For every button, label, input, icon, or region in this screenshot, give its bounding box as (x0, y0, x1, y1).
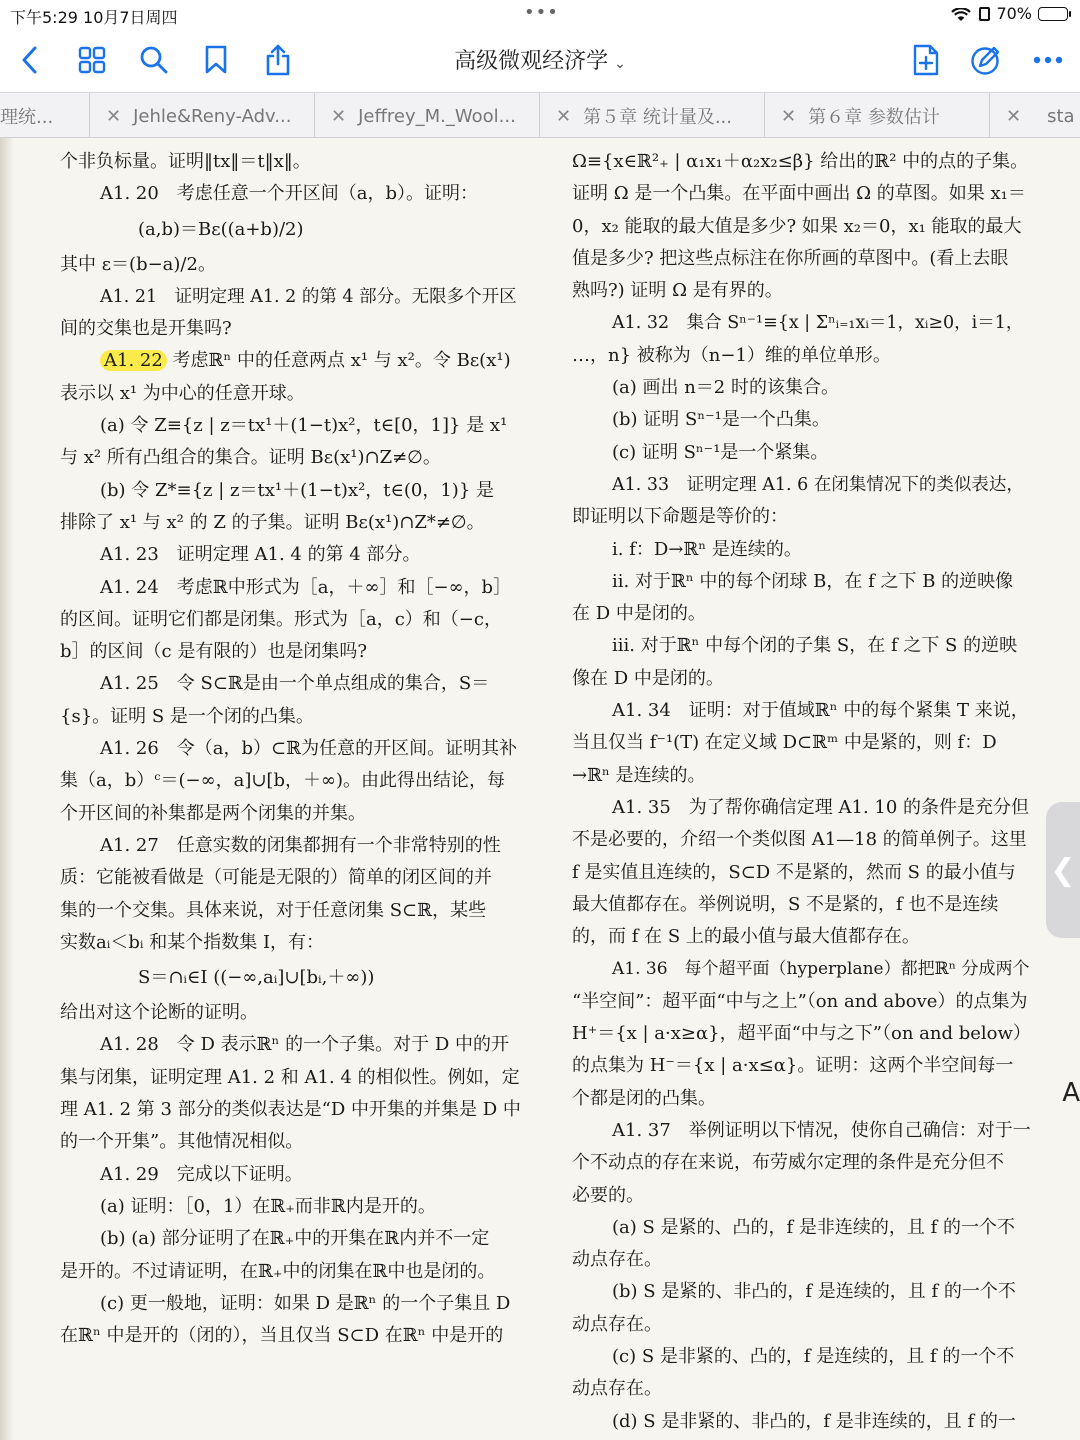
text-line (60, 249, 524, 281)
text-line (60, 539, 524, 571)
text-line (60, 1062, 524, 1094)
text-span: A1. 27 任意实数的闭集都拥有一个非常特别的性 (100, 834, 501, 856)
status-bar (0, 0, 1080, 30)
text-line (60, 668, 524, 700)
text-line (60, 830, 524, 862)
pdf-page[interactable] (0, 138, 1080, 1440)
text-line (572, 1050, 1034, 1082)
text-span: 当且仅当 f⁻¹(T) 在定义域 D⊂ℝᵐ 中是紧的，则 f：D (572, 732, 997, 754)
text-span: 实数aᵢ＜bᵢ 和某个指数集 I，有： (60, 931, 325, 953)
text-span: 的一个开集”。其他情况相似。 (60, 1131, 304, 1153)
tab-1[interactable] (90, 93, 315, 138)
text-span: 表示以 x¹ 为中心的任意开球。 (60, 382, 305, 404)
text-span: (c) S 是非紧的、凸的，f 是连续的，且 f 的一个不 (612, 1345, 1015, 1367)
text-line (572, 889, 1034, 921)
text-span: (c) 更一般地，证明：如果 D 是ℝⁿ 的一个子集且 D (100, 1292, 511, 1314)
close-icon[interactable]: ✕ (106, 105, 122, 127)
text-line (572, 760, 1034, 792)
text-line (60, 313, 524, 345)
text-span: 其中 ε＝(b−a)/2。 (60, 253, 216, 275)
text-line (572, 1212, 1034, 1244)
text-span: 必要的。 (572, 1184, 644, 1206)
formula-line (60, 211, 524, 249)
text-line (60, 765, 524, 797)
text-line (572, 1244, 1034, 1276)
tab-4[interactable] (765, 93, 990, 138)
pencil-circle-icon[interactable] (968, 42, 1004, 78)
text-span: 个开区间的补集都是两个闭集的并集。 (60, 802, 366, 824)
text-span: 给出对这个论断的证明。 (60, 1002, 258, 1024)
formula-line (60, 959, 524, 997)
text-line (572, 211, 1034, 243)
text-span: A1. 35 为了帮你确信定理 A1. 10 的条件是充分但 (612, 796, 1030, 818)
text-span: 间的交集也是开集吗? (60, 318, 232, 340)
text-span: (a,b)＝Bε((a+b)/2) (138, 218, 304, 240)
text-span: 不是必要的，介绍一个类似图 A1—18 的简单例子。这里 (572, 829, 1027, 851)
text-span: A1. 23 证明定理 A1. 4 的第 4 部分。 (100, 544, 421, 566)
text-span: 即证明以下命题是等价的： (572, 506, 788, 528)
wifi-icon (951, 7, 971, 21)
text-line (572, 792, 1034, 824)
text-span: 集的一个交集。具体来说，对于任意闭集 S⊂ℝ，某些 (60, 899, 487, 921)
text-line (60, 701, 524, 733)
text-line (60, 1191, 524, 1223)
text-span: 理 A1. 2 第 3 部分的类似表达是“D 中开集的并集是 D 中 (60, 1099, 521, 1121)
text-span: 证明 Ω 是一个凸集。在平面中画出 Ω 的草图。如果 x₁＝ (572, 183, 1026, 205)
text-line (60, 1256, 524, 1288)
text-line (60, 410, 524, 442)
text-span: 集（a，b）ᶜ＝(−∞，a]∪[b，＋∞)。由此得出结论，每 (60, 770, 505, 792)
text-line (60, 798, 524, 830)
text-line (60, 1094, 524, 1126)
text-span: (b) 令 Z*≡{z | z＝tx¹＋(1−t)x²，t∈(0，1)} 是 (100, 479, 494, 501)
text-span: S＝∩ᵢ∈I ((−∞,aᵢ]∪[bᵢ,＋∞)) (138, 967, 375, 989)
text-line (572, 727, 1034, 759)
orientation-lock-icon (979, 7, 990, 21)
tab-label: 理统... (0, 107, 54, 128)
text-span: (b) (a) 部分证明了在ℝ₊中的开集在ℝ内并不一定 (100, 1228, 490, 1250)
text-span: 个都是闭的凸集。 (572, 1087, 716, 1109)
tab-bar (0, 92, 1080, 138)
text-line (60, 733, 524, 765)
text-line (60, 997, 524, 1029)
text-span: (b) 证明 Sⁿ⁻¹是一个凸集。 (612, 409, 830, 431)
close-icon[interactable]: ✕ (556, 105, 572, 127)
text-line (60, 1288, 524, 1320)
text-line (572, 1341, 1034, 1373)
text-span: 在ℝⁿ 中是开的（闭的），当且仅当 S⊂D 在ℝⁿ 中是开的 (60, 1325, 504, 1347)
text-span: (a) 画出 n＝2 时的该集合。 (612, 377, 839, 399)
text-span: 的区间。证明它们都是闭集。形式为［a，c）和（−c， (60, 608, 502, 630)
text-span: “半空间”：超平面“中与之上”（on and above）的点集为 (572, 990, 1028, 1012)
text-line (572, 1018, 1034, 1050)
text-span: b］的区间（c 是有限的）也是闭集吗? (60, 641, 367, 663)
text-span: (a) 证明：［0，1）在ℝ₊而非ℝ内是开的。 (100, 1195, 436, 1217)
text-line (572, 469, 1034, 501)
text-line (60, 378, 524, 410)
side-panel-handle[interactable]: ❮ (1046, 802, 1080, 938)
text-line (572, 1147, 1034, 1179)
text-line (572, 630, 1034, 662)
tab-label: Jeffrey_M._Wool... (358, 105, 516, 127)
text-span: f 是实值且连续的，S⊂D 不是紧的，然而 S 的最小值与 (572, 861, 1016, 883)
text-line (572, 921, 1034, 953)
text-line (572, 1406, 1034, 1438)
text-line (572, 340, 1034, 372)
text-span: A1. 32 集合 Sⁿ⁻¹≡{x | Σⁿᵢ₌₁xᵢ＝1，xᵢ≥0，i＝1， (612, 313, 1024, 334)
toolbar (0, 30, 1080, 90)
text-line (572, 307, 1034, 339)
text-span: ⅲ. 对于ℝⁿ 中每个闭的子集 S，在 f 之下 S 的逆映 (612, 635, 1018, 657)
text-span: A1. 37 举例证明以下情况，使你自己确信：对于一 (612, 1119, 1031, 1141)
tab-3[interactable] (540, 93, 765, 138)
text-span: 在 D 中是闭的。 (572, 603, 706, 625)
text-span: A1. 25 令 S⊂ℝ是由一个单点组成的集合，S＝ (100, 673, 490, 695)
text-line (572, 534, 1034, 566)
text-line (572, 275, 1034, 307)
text-line (60, 895, 524, 927)
text-span: 集与闭集，证明定理 A1. 2 和 A1. 4 的相似性。例如，定 (60, 1066, 520, 1088)
status-time: 下午5:29 10月7日周四 (10, 8, 178, 27)
text-column-left (60, 146, 524, 1352)
add-page-icon[interactable] (908, 42, 944, 78)
text-line (572, 178, 1034, 210)
text-span: …，n} 被称为（n−1）维的单位单形。 (572, 344, 891, 366)
multitask-dots[interactable]: ••• (524, 2, 559, 23)
text-line (572, 437, 1034, 469)
text-span: 0，x₂ 能取的最大值是多少? 如果 x₂＝0，x₁ 能取的最大 (572, 215, 1022, 237)
text-span: 与 x² 所有凸组合的集合。证明 Bε(x¹)∩Z≠∅。 (60, 447, 441, 469)
text-line (60, 1159, 524, 1191)
text-line (572, 663, 1034, 695)
text-span: Ω≡{x∈ℝ²₊ | α₁x₁＋α₂x₂≤β} 给出的ℝ² 中的点的子集。 (572, 151, 1029, 172)
text-span: A1. 33 证明定理 A1. 6 在闭集情况下的类似表达， (612, 474, 1024, 495)
text-line (60, 927, 524, 959)
tab-0[interactable] (0, 93, 90, 138)
text-span: 是开的。不过请证明，在ℝ₊中的闭集在ℝ中也是闭的。 (60, 1260, 496, 1282)
text-line (572, 1083, 1034, 1115)
text-line (60, 1223, 524, 1255)
text-span: A1. 21 证明定理 A1. 2 的第 4 部分。无限多个开区 (100, 286, 517, 307)
text-line (60, 281, 524, 313)
tab-5[interactable] (990, 93, 1080, 138)
text-span: 个非负标量。证明‖tx‖＝t‖x‖。 (60, 151, 311, 172)
text-line (60, 442, 524, 474)
text-span: A1. 26 令（a，b）⊂ℝ为任意的开区间。证明其补 (100, 738, 518, 760)
text-line (572, 404, 1034, 436)
text-line (572, 1373, 1034, 1405)
close-icon[interactable]: ✕ (1006, 105, 1022, 127)
tab-label: 第５章 统计量及... (583, 107, 732, 128)
text-line (572, 501, 1034, 533)
battery-icon (1038, 7, 1068, 21)
text-line (60, 862, 524, 894)
text-line (60, 572, 524, 604)
text-line (60, 146, 524, 178)
tab-label: sta (1047, 105, 1075, 127)
text-line (572, 146, 1034, 178)
text-span: 动点存在。 (572, 1378, 662, 1400)
text-line (572, 1180, 1034, 1212)
text-line (572, 986, 1034, 1018)
text-line (60, 507, 524, 539)
text-line (60, 604, 524, 636)
text-span: H⁺＝{x | a·x≥α}，超平面“中与之下”（on and below） (572, 1023, 1031, 1045)
text-line (60, 178, 524, 210)
text-line (572, 695, 1034, 727)
text-line (572, 1309, 1034, 1341)
text-span: (a) 令 Z≡{z | z＝tx¹＋(1−t)x²，t∈[0，1]} 是 x¹ (100, 415, 508, 437)
text-line (572, 243, 1034, 275)
text-column-right (572, 146, 1034, 1438)
text-line (60, 1029, 524, 1061)
text-span: A1. 36 每个超平面（hyperplane）都把ℝⁿ 分成两个 (612, 959, 1030, 980)
text-span: 熟吗?) 证明 Ω 是有界的。 (572, 280, 783, 302)
text-span: 质：它能被看做是（可能是无限的）简单的闭区间的并 (60, 867, 492, 889)
text-line (60, 1126, 524, 1158)
text-span: ⅱ. 对于ℝⁿ 中的每个闭球 B，在 f 之下 B 的逆映像 (612, 570, 1014, 592)
text-line (572, 953, 1034, 985)
text-line (60, 345, 524, 377)
text-span: 的，而 f 在 S 上的最小值与最大值都存在。 (572, 926, 920, 948)
text-span: A1. 28 令 D 表示ℝⁿ 的一个子集。对于 D 中的开 (100, 1034, 510, 1056)
tab-2[interactable] (315, 93, 540, 138)
text-span: ⅰ. f：D→ℝⁿ 是连续的。 (612, 538, 802, 560)
text-span: A1. 24 考虑ℝ中形式为［a，＋∞］和［−∞，b］ (100, 576, 512, 598)
document-title: 高级微观经济学 (454, 49, 609, 74)
text-span: 个不动点的存在来说，布劳威尔定理的条件是充分但不 (572, 1152, 1004, 1174)
text-line (60, 1320, 524, 1352)
text-span: A1. 34 证明：对于值域ℝⁿ 中的每个紧集 T 来说， (612, 700, 1029, 722)
battery-percent: 70% (996, 4, 1032, 23)
text-line (572, 1276, 1034, 1308)
text-span: 的点集为 H⁻＝{x | a·x≤α}。证明：这两个半空间每一 (572, 1055, 1014, 1077)
text-span: 动点存在。 (572, 1313, 662, 1335)
text-span: 像在 D 中是闭的。 (572, 667, 724, 689)
more-icon[interactable] (1030, 42, 1066, 78)
text-span: {s}。证明 S 是一个闭的凸集。 (60, 705, 314, 727)
close-icon[interactable]: ✕ (781, 105, 797, 127)
edge-letter: A (1062, 1078, 1080, 1108)
text-span: (d) S 是非紧的、非凸的，f 是非连续的，且 f 的一 (612, 1410, 1016, 1432)
text-span: 最大值都存在。举例说明，S 不是紧的，f 也不是连续 (572, 893, 999, 915)
chevron-down-icon: ⌄ (614, 56, 626, 72)
text-span: 排除了 x¹ 与 x² 的 Z 的子集。证明 Bε(x¹)∩Z*≠∅。 (60, 511, 485, 533)
text-span: (a) S 是紧的、凸的，f 是非连续的，且 f 的一个不 (612, 1216, 1016, 1238)
tab-label: 第６章 参数估计 (808, 107, 940, 128)
text-line (572, 1115, 1034, 1147)
text-line (60, 475, 524, 507)
text-line (572, 372, 1034, 404)
text-span: →ℝⁿ 是连续的。 (572, 764, 706, 786)
text-line (60, 636, 524, 668)
text-span: 值是多少? 把这些点标注在你所画的草图中。(看上去眼 (572, 247, 1009, 269)
text-line (572, 824, 1034, 856)
text-span: A1. 20 考虑任意一个开区间（a，b）。证明： (100, 183, 479, 205)
text-span: 考虑ℝⁿ 中的任意两点 x¹ 与 x²。令 Bε(x¹) (166, 350, 511, 372)
text-span: (c) 证明 Sⁿ⁻¹是一个紧集。 (612, 441, 829, 463)
text-line (572, 857, 1034, 889)
close-icon[interactable]: ✕ (331, 105, 347, 127)
highlight-mark[interactable]: A1. 22 (100, 350, 167, 371)
tab-label: Jehle&Reny-Adv... (133, 105, 292, 127)
text-span: A1. 29 完成以下证明。 (100, 1163, 303, 1185)
text-span: 动点存在。 (572, 1249, 662, 1271)
text-line (572, 566, 1034, 598)
text-span: (b) S 是紧的、非凸的，f 是连续的，且 f 的一个不 (612, 1281, 1016, 1303)
text-line (572, 598, 1034, 630)
